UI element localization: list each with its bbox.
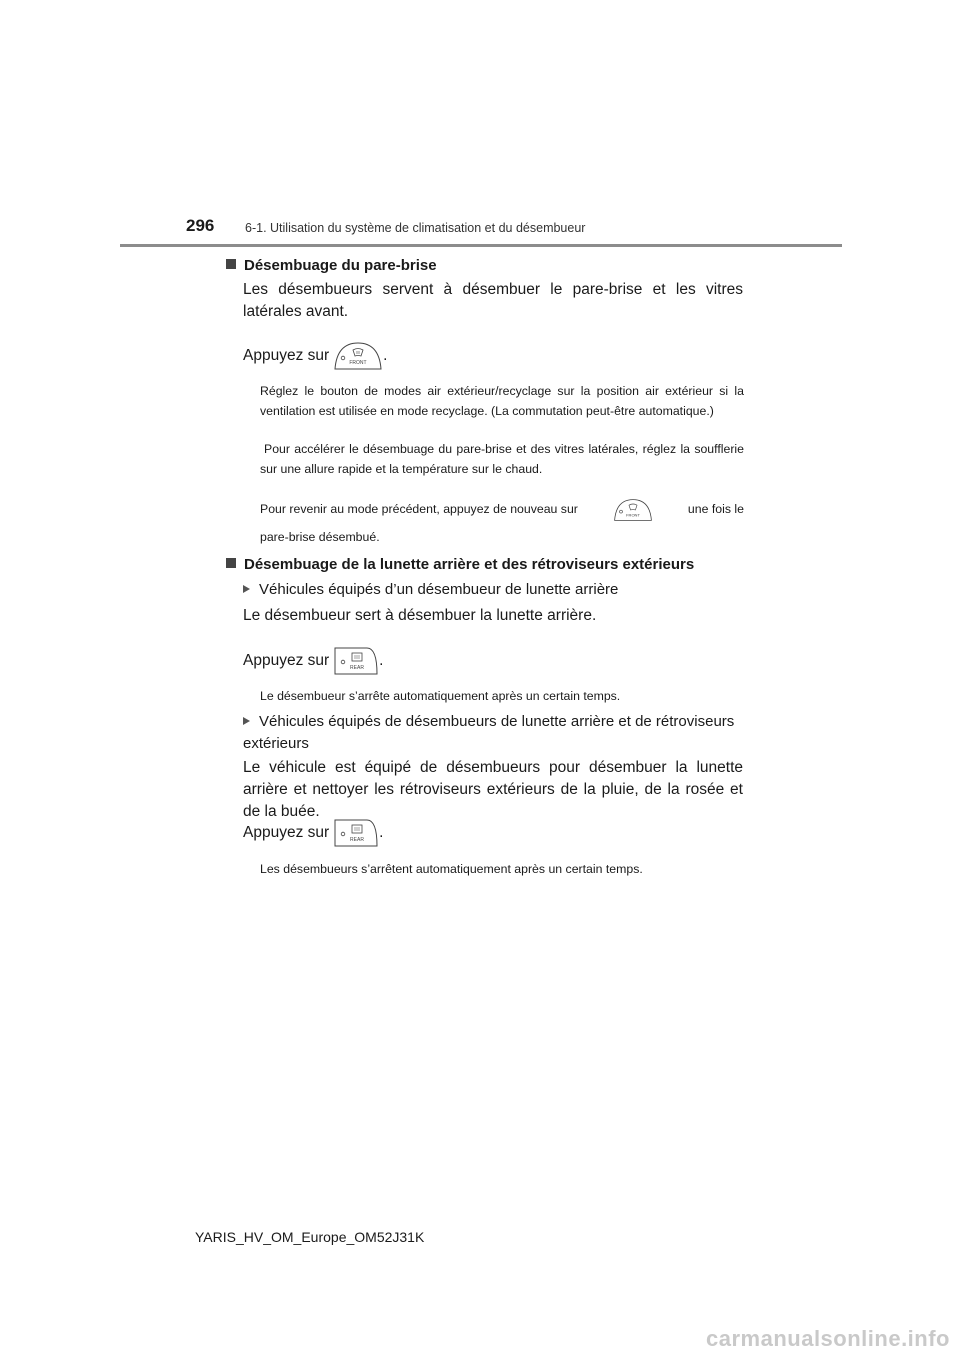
rear-button-label: REAR <box>350 665 365 671</box>
press-rear-instruction: Appuyez sur REAR . <box>243 647 383 675</box>
rear-defogger-button-icon <box>333 818 379 848</box>
section-heading-windshield: Désembuage du pare-brise <box>226 257 437 274</box>
section-title: 6-1. Utilisation du système de climatisation et du désembueur <box>245 221 586 235</box>
note-rear-mirror-auto-off: Les désembueurs s’arrêtent automatiquement après un certain temps. <box>260 862 643 876</box>
front-defroster-button-icon <box>613 498 653 522</box>
triangle-bullet-icon <box>243 717 250 725</box>
note-rear-auto-off: Le désembueur s’arrête automatiquement après un certain temps. <box>260 689 621 703</box>
rear-defogger-description: Le désembueur sert à désembuer la lunette arrière. <box>243 607 597 624</box>
header-divider <box>120 244 842 247</box>
page-number: 296 <box>186 216 215 235</box>
svg-text:FRONT: FRONT <box>626 512 640 518</box>
subheading-rear-and-mirror-defoggers: Véhicules équipés de désembueurs de lunette arrière et de rétroviseurs extérieurs <box>243 713 735 752</box>
note-return-previous-mode-line2: pare-brise désembué. <box>260 530 380 544</box>
square-bullet-icon <box>226 259 236 269</box>
note-air-recirculation: Réglez le bouton de modes air extérieur/recyclage sur la position air extérieur si la ventilation est utilisée en mode recyclage. (La commutation peut-être automatique.) <box>260 384 744 418</box>
note-speed-up-defog: Pour accélérer le désembuage du pare-brise et des vitres latérales, réglez la soufflerie sur une allure rapide et la température sur le chaud. <box>260 442 744 476</box>
document-code: YARIS_HV_OM_Europe_OM52J31K <box>195 1229 425 1245</box>
square-bullet-icon <box>226 558 236 568</box>
rear-mirror-defogger-description: Le véhicule est équipé de désembueurs pour désembuer la lunette arrière et nettoyer les rétroviseurs extérieurs de la pluie, de la rosée et de la buée. <box>243 759 743 820</box>
front-defroster-button-icon <box>333 341 383 371</box>
section-heading-rear-mirrors: Désembuage de la lunette arrière et des rétroviseurs extérieurs <box>226 556 694 573</box>
subheading-rear-window-defogger: Véhicules équipés d’un désembueur de lunette arrière <box>243 581 618 598</box>
svg-text:REAR: REAR <box>350 837 365 843</box>
note-return-previous-mode: Pour revenir au mode précédent, appuyez de nouveau sur FRONT une fois le <box>260 497 744 523</box>
windshield-description: Les désembueurs servent à désembuer le pare-brise et les vitres latérales avant. <box>243 281 743 320</box>
press-rear-mirror-instruction: Appuyez sur REAR . <box>243 819 383 847</box>
front-button-label: FRONT <box>349 360 367 366</box>
rear-defogger-button-icon <box>333 646 379 676</box>
watermark: carmanualsonline.info <box>706 1326 950 1351</box>
triangle-bullet-icon <box>243 585 250 593</box>
press-front-instruction: Appuyez sur FRONT . <box>243 343 387 369</box>
